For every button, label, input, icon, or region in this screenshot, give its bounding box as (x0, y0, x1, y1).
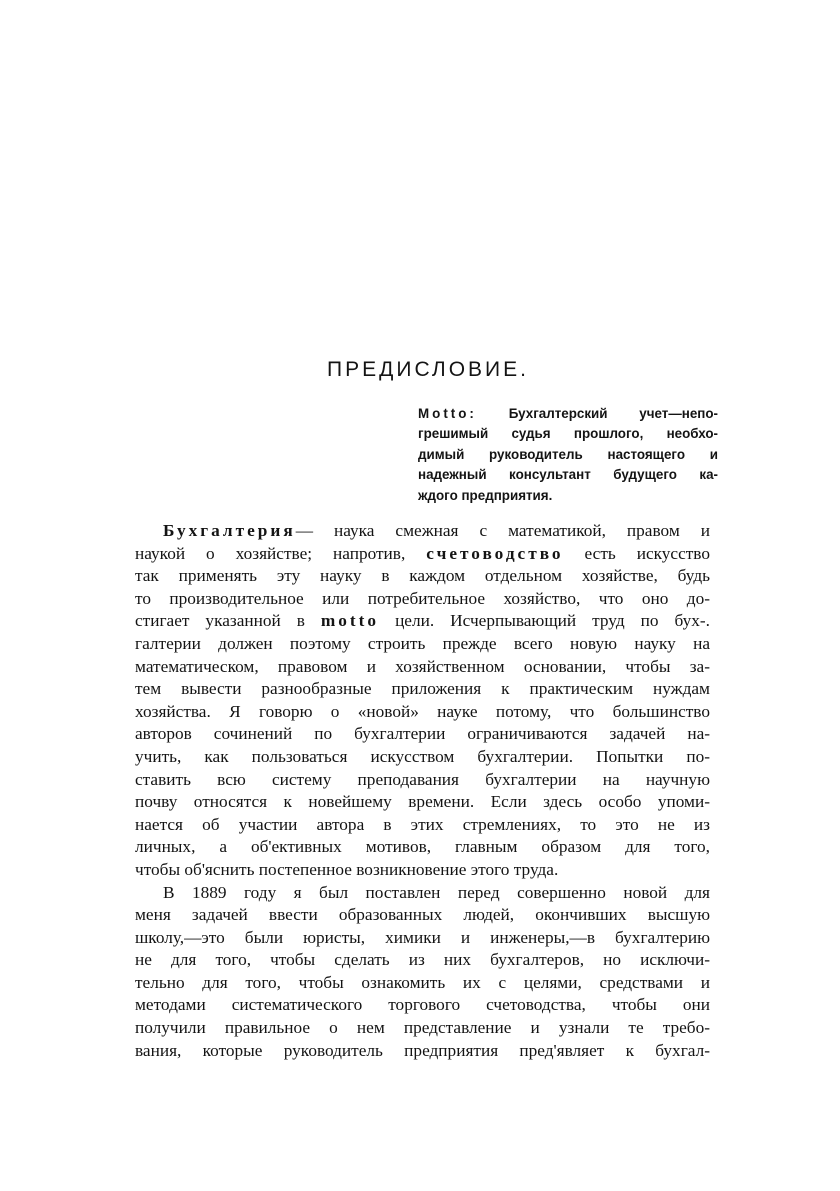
motto-line: грешимый судья прошлого, необхо- (418, 426, 718, 442)
text-line: меня задачей ввести образованных людей, окончивших высшую (135, 905, 710, 925)
text-line: тем вывести разнообразные приложения к практическим нуждам (135, 679, 710, 699)
text-line: стигает указанной в motto цели. Исчерпывающий труд по бух-. (135, 611, 710, 631)
text-line: методами систематического торгового счетоводства, чтобы они (135, 995, 710, 1015)
text-line: наукой о хозяйстве; напротив, счетоводство есть искусство (135, 543, 710, 563)
text-line: ставить всю систему преподавания бухгалтерии на научную (135, 769, 710, 789)
text-line: не для того, чтобы сделать из них бухгалтеров, но исключи- (135, 950, 710, 970)
text-line: Бухгалтерия— наука смежная с математикой, правом и (163, 521, 710, 540)
text-line: то производительное или потребительное хозяйство, что оно до- (135, 588, 710, 608)
text-line: так применять эту науку в каждом отдельном хозяйстве, будь (135, 566, 710, 586)
term-schetovodstvo: счетоводство (426, 543, 564, 563)
text-line: математическом, правовом и хозяйственном основании, чтобы за- (135, 656, 710, 676)
text-line: учить, как пользоваться искусством бухгалтерии. Попытки по- (135, 746, 710, 766)
text-line: получили правильное о нем представление и узнали те требо- (135, 1018, 710, 1038)
text-line: чтобы об'яснить постепенное возникновение этого труда. (135, 859, 559, 879)
term-motto: motto (320, 611, 380, 631)
motto-label: Motto: (418, 406, 477, 421)
motto-line: Motto: Бухгалтерский учет—непо- (418, 406, 718, 421)
motto-line: ждого предприятия. (418, 487, 553, 503)
text-line: авторов сочинений по бухгалтерии ограничиваются задачей на- (135, 724, 710, 744)
text-line: нается об участии автора в этих стремлениях, то это не из (135, 814, 710, 834)
text-line: почву относятся к новейшему времени. Если здесь особо упоми- (135, 792, 710, 812)
term-bukhgalteria: Бухгалтерия (163, 521, 296, 540)
text-line: хозяйства. Я говорю о «новой» науке потому, что большинство (135, 701, 710, 721)
motto-line: надежный консультант будущего ка- (418, 467, 718, 483)
text-line: школу,—это были юристы, химики и инженеры,—в бухгалтерию (135, 927, 710, 947)
page-title: ПРЕДИСЛОВИЕ. (327, 358, 529, 381)
motto-epigraph (418, 404, 718, 506)
text-line: личных, а об'ективных мотивов, главным образом для того, (135, 837, 710, 857)
text-line: тельно для того, чтобы ознакомить их с целями, средствами и (135, 972, 710, 992)
text-line: галтерии должен поэтому строить прежде всего новую науку на (135, 633, 710, 653)
text-line: В 1889 году я был поставлен перед совершенно новой для (163, 882, 710, 902)
motto-line: димый руководитель настоящего и (418, 446, 718, 462)
text-line: вания, которые руководитель предприятия пред'являет к бухгал- (135, 1040, 710, 1060)
body-text (135, 520, 710, 1062)
